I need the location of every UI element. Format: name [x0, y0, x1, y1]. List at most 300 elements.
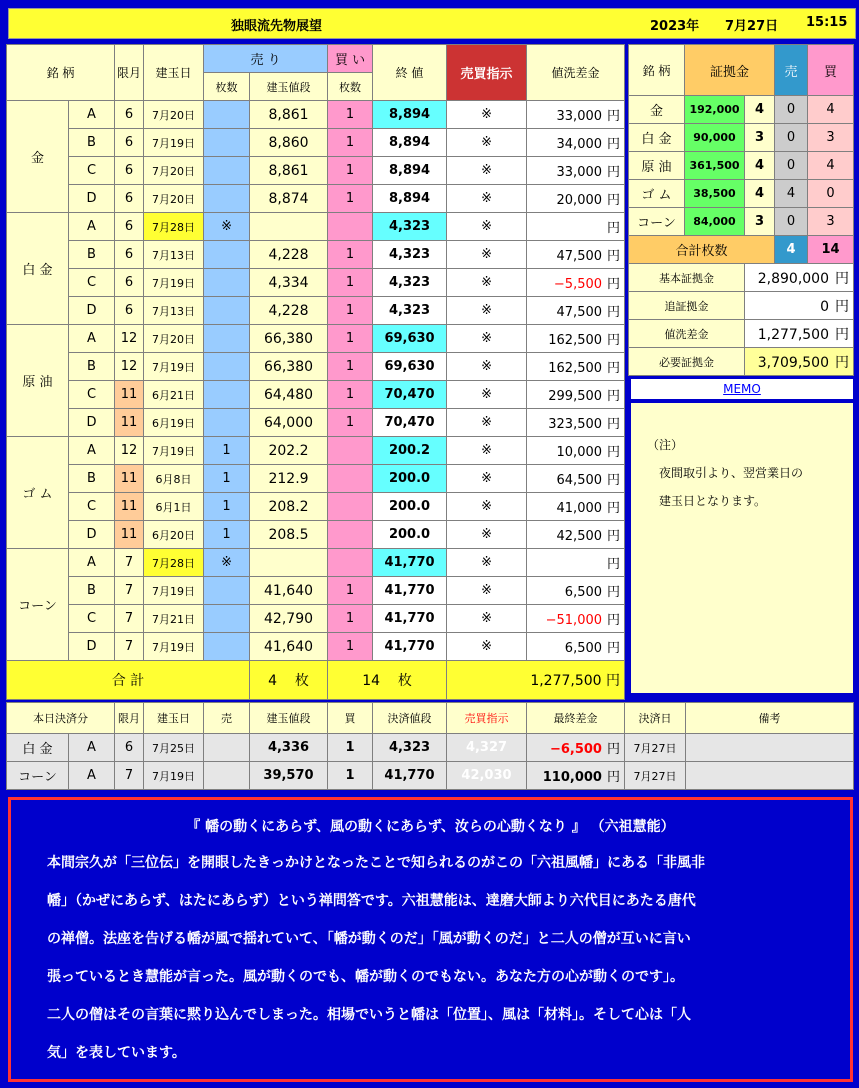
- entry-price: 42,790: [250, 605, 328, 633]
- entry-date: 7月20日: [144, 157, 204, 185]
- contract-sub: D: [69, 409, 115, 437]
- diff-unit: 円: [607, 361, 621, 376]
- settle-date: 7月25日: [144, 734, 204, 762]
- diff-cell: [527, 409, 625, 437]
- buy-count: 1: [328, 381, 373, 409]
- col-owarine: 終 値: [373, 45, 447, 101]
- margin-row: [629, 152, 854, 180]
- settle-close-date: 7月27日: [625, 734, 686, 762]
- sell-count: 1: [204, 465, 250, 493]
- diff-unit: 円: [607, 389, 621, 404]
- contract-month: 6: [115, 101, 144, 129]
- close-price: 4,323: [373, 241, 447, 269]
- memo-line-1: （注）: [647, 438, 684, 452]
- contract-sub: B: [69, 241, 115, 269]
- s-col-gengetsu: 限月: [115, 703, 144, 734]
- position-row: [7, 185, 625, 213]
- memo-line-2: 夜間取引より、翌営業日の: [659, 466, 804, 480]
- close-price: 4,323: [373, 269, 447, 297]
- entry-price: 8,861: [250, 157, 328, 185]
- entry-price: 208.2: [250, 493, 328, 521]
- summary-value-cell: [745, 292, 854, 320]
- close-price: 69,630: [373, 325, 447, 353]
- diff-unit: 円: [607, 221, 621, 236]
- diff-cell: [527, 241, 625, 269]
- memo-line-3: 建玉日となります。: [659, 494, 767, 508]
- position-row: [7, 297, 625, 325]
- margin-sell: 0: [775, 208, 808, 236]
- entry-price: 202.2: [250, 437, 328, 465]
- buy-count: 1: [328, 185, 373, 213]
- positions-panel: [6, 44, 624, 695]
- contract-month: 11: [115, 465, 144, 493]
- memo-header: [631, 379, 853, 399]
- buy-count: [328, 465, 373, 493]
- position-row: [7, 465, 625, 493]
- margin-row: [629, 208, 854, 236]
- summary-value: 0: [820, 298, 830, 315]
- trade-signal: ※: [447, 605, 527, 633]
- buy-count: 1: [328, 605, 373, 633]
- close-price: 41,770: [373, 577, 447, 605]
- col-tatenedan: 建玉値段: [250, 73, 328, 101]
- diff-unit: 円: [607, 277, 621, 292]
- quote-body: [47, 844, 850, 1072]
- diff-unit: 円: [607, 249, 621, 264]
- trade-signal: ※: [447, 185, 527, 213]
- position-row: [7, 157, 625, 185]
- settle-value: 4,323: [373, 734, 447, 762]
- diff-value: 41,000: [556, 501, 603, 516]
- margin-table: [628, 44, 854, 376]
- close-price: 8,894: [373, 185, 447, 213]
- entry-date: 7月21日: [144, 605, 204, 633]
- settlement-panel: [6, 702, 853, 790]
- quote-line: 張っているとき慧能が言った。風が動くのでも、幡が動くのでもない。あなた方の心が動くのです」。: [47, 969, 684, 985]
- margin-sell: 4: [775, 180, 808, 208]
- sell-count: [204, 577, 250, 605]
- settle-note: [686, 734, 854, 762]
- margin-row: [629, 96, 854, 124]
- contract-month: 6: [115, 157, 144, 185]
- time-label: 15:15: [806, 15, 848, 30]
- diff-value: 42,500: [556, 529, 603, 544]
- s-col-tatenedan: 建玉値段: [250, 703, 328, 734]
- diff-cell: [527, 297, 625, 325]
- margin-amount: 38,500: [685, 180, 745, 208]
- summary-row: [629, 348, 854, 376]
- contract-sub: B: [69, 577, 115, 605]
- m-col-meigara: 銘 柄: [629, 45, 685, 96]
- m-col-uri: 売: [775, 45, 808, 96]
- position-row: [7, 325, 625, 353]
- quote-line: 二人の僧はその言葉に黙り込んでしまった。相場でいうと幡は「位置」、風は「材料」。そして心は「人: [47, 1007, 691, 1023]
- margin-sell: 0: [775, 152, 808, 180]
- trade-signal: ※: [447, 381, 527, 409]
- memo-box: [631, 403, 853, 693]
- m-total-sell: 4: [775, 236, 808, 264]
- m-total-label: 合計枚数: [629, 236, 775, 264]
- sell-count: [204, 101, 250, 129]
- contract-month: 11: [115, 493, 144, 521]
- settle-month: 7: [115, 762, 144, 790]
- settle-sell: [204, 734, 250, 762]
- position-row: [7, 353, 625, 381]
- settle-diff-cell: [527, 734, 625, 762]
- close-price: 41,770: [373, 633, 447, 661]
- summary-unit: 円: [835, 270, 850, 287]
- entry-price: 8,874: [250, 185, 328, 213]
- trade-signal: ※: [447, 269, 527, 297]
- diff-cell: [527, 577, 625, 605]
- sell-count: [204, 297, 250, 325]
- close-price: 4,323: [373, 297, 447, 325]
- diff-unit: 円: [607, 529, 621, 544]
- settle-price: 39,570: [250, 762, 328, 790]
- trade-signal: ※: [447, 213, 527, 241]
- diff-value: −5,500: [553, 277, 603, 292]
- entry-price: 4,334: [250, 269, 328, 297]
- entry-date: 7月19日: [144, 577, 204, 605]
- buy-count: 1: [328, 409, 373, 437]
- position-row: [7, 633, 625, 661]
- contract-sub: A: [69, 213, 115, 241]
- summary-label: 追証拠金: [629, 292, 745, 320]
- buy-count: [328, 213, 373, 241]
- close-price: 8,894: [373, 157, 447, 185]
- entry-price: 8,860: [250, 129, 328, 157]
- diff-cell: [527, 185, 625, 213]
- trade-signal: ※: [447, 633, 527, 661]
- sell-count: 1: [204, 521, 250, 549]
- entry-price: 4,228: [250, 297, 328, 325]
- entry-price: 212.9: [250, 465, 328, 493]
- trade-signal: ※: [447, 521, 527, 549]
- margin-sell: 0: [775, 124, 808, 152]
- position-row: [7, 241, 625, 269]
- margin-row: [629, 180, 854, 208]
- title-bar: [8, 8, 856, 39]
- total-diff: 1,277,500 円: [447, 661, 625, 700]
- diff-value: 64,500: [556, 473, 603, 488]
- diff-cell: [527, 213, 625, 241]
- position-row: [7, 409, 625, 437]
- entry-date: 7月19日: [144, 633, 204, 661]
- entry-price: 64,000: [250, 409, 328, 437]
- entry-date: 6月21日: [144, 381, 204, 409]
- margin-commodity: 原 油: [629, 152, 685, 180]
- margin-commodity: ゴ ム: [629, 180, 685, 208]
- sell-count: [204, 241, 250, 269]
- close-price: 8,894: [373, 129, 447, 157]
- summary-value-cell: [745, 348, 854, 376]
- year-label: 2023年: [650, 19, 700, 34]
- settle-buy: 1: [328, 734, 373, 762]
- entry-date: 6月19日: [144, 409, 204, 437]
- close-price: 69,630: [373, 353, 447, 381]
- margin-count: 4: [745, 152, 775, 180]
- settle-sub: A: [69, 734, 115, 762]
- entry-date: 7月13日: [144, 241, 204, 269]
- margin-buy: 3: [808, 208, 854, 236]
- diff-cell: [527, 521, 625, 549]
- total-sell: 4 枚: [250, 661, 328, 700]
- entry-date: 7月20日: [144, 101, 204, 129]
- contract-sub: C: [69, 157, 115, 185]
- sell-count: [204, 129, 250, 157]
- entry-date: 7月19日: [144, 269, 204, 297]
- margin-commodity: 白 金: [629, 124, 685, 152]
- contract-month: 6: [115, 241, 144, 269]
- buy-count: 1: [328, 633, 373, 661]
- close-price: 41,770: [373, 549, 447, 577]
- contract-month: 7: [115, 605, 144, 633]
- contract-sub: D: [69, 185, 115, 213]
- settle-commodity: 白 金: [7, 734, 69, 762]
- entry-price: 41,640: [250, 633, 328, 661]
- contract-month: 12: [115, 353, 144, 381]
- trade-signal: ※: [447, 549, 527, 577]
- diff-unit: 円: [607, 473, 621, 488]
- settle-commodity: コーン: [7, 762, 69, 790]
- buy-count: 1: [328, 353, 373, 381]
- position-row: [7, 129, 625, 157]
- settle-price: 4,336: [250, 734, 328, 762]
- diff-unit: 円: [607, 137, 621, 152]
- margin-buy: 4: [808, 96, 854, 124]
- position-row: [7, 605, 625, 633]
- diff-value: 162,500: [548, 333, 603, 348]
- contract-month: 6: [115, 213, 144, 241]
- summary-value: 2,890,000: [757, 270, 830, 287]
- diff-value: 299,500: [548, 389, 603, 404]
- s-col-label: 本日決済分: [7, 703, 115, 734]
- entry-price: 41,640: [250, 577, 328, 605]
- col-kai: 買 い: [328, 45, 373, 73]
- entry-price: [250, 549, 328, 577]
- summary-row: [629, 292, 854, 320]
- col-gengetsu: 限月: [115, 45, 144, 101]
- sell-count: [204, 325, 250, 353]
- diff-cell: [527, 493, 625, 521]
- diff-unit: 円: [607, 641, 621, 656]
- diff-unit: 円: [607, 417, 621, 432]
- diff-unit: 円: [607, 613, 621, 628]
- entry-price: 4,228: [250, 241, 328, 269]
- trade-signal: ※: [447, 241, 527, 269]
- buy-count: 1: [328, 269, 373, 297]
- contract-month: 6: [115, 185, 144, 213]
- settle-note: [686, 762, 854, 790]
- diff-unit: 円: [607, 165, 621, 180]
- settle-diff-unit: 円: [606, 742, 620, 757]
- commodity-name: 白 金: [7, 213, 69, 325]
- diff-value: 34,000: [556, 137, 603, 152]
- position-row: [7, 549, 625, 577]
- position-row: [7, 437, 625, 465]
- entry-date: 7月20日: [144, 185, 204, 213]
- memo-link[interactable]: MEMO: [723, 382, 761, 396]
- contract-sub: B: [69, 129, 115, 157]
- entry-date: 7月19日: [144, 353, 204, 381]
- trade-signal: ※: [447, 465, 527, 493]
- diff-cell: [527, 381, 625, 409]
- sell-count: ※: [204, 549, 250, 577]
- entry-date: 7月20日: [144, 325, 204, 353]
- commodity-name: コーン: [7, 549, 69, 661]
- position-row: [7, 101, 625, 129]
- close-price: 200.0: [373, 465, 447, 493]
- contract-month: 7: [115, 549, 144, 577]
- total-buy: 14 枚: [328, 661, 447, 700]
- diff-value: 47,500: [556, 305, 603, 320]
- settle-sell: [204, 762, 250, 790]
- diff-cell: [527, 633, 625, 661]
- close-price: 70,470: [373, 381, 447, 409]
- diff-value: 323,500: [548, 417, 603, 432]
- entry-date: 6月8日: [144, 465, 204, 493]
- sell-count: [204, 605, 250, 633]
- summary-row: [629, 320, 854, 348]
- sell-count: [204, 185, 250, 213]
- summary-unit: 円: [835, 354, 850, 371]
- entry-price: 208.5: [250, 521, 328, 549]
- quote-box: [8, 797, 853, 1082]
- summary-label: 値洗差金: [629, 320, 745, 348]
- entry-date: 7月28日: [144, 549, 204, 577]
- s-col-kessaibi: 決済日: [625, 703, 686, 734]
- col-uri: 売 り: [204, 45, 328, 73]
- diff-cell: [527, 465, 625, 493]
- sell-count: [204, 633, 250, 661]
- contract-sub: C: [69, 493, 115, 521]
- m-col-shokokin: 証拠金: [685, 45, 775, 96]
- s-col-tateginbi: 建玉日: [144, 703, 204, 734]
- margin-buy: 0: [808, 180, 854, 208]
- col-meigara: 銘 柄: [7, 45, 115, 101]
- diff-cell: [527, 549, 625, 577]
- settle-month: 6: [115, 734, 144, 762]
- close-price: 8,894: [373, 101, 447, 129]
- settlement-row: [7, 734, 854, 762]
- sell-count: ※: [204, 213, 250, 241]
- s-col-baibai: 売買指示: [447, 703, 527, 734]
- buy-count: [328, 493, 373, 521]
- buy-count: 1: [328, 325, 373, 353]
- buy-count: 1: [328, 297, 373, 325]
- col-nearai: 値洗差金: [527, 45, 625, 101]
- positions-table: [6, 44, 625, 700]
- contract-sub: D: [69, 297, 115, 325]
- margin-row: [629, 124, 854, 152]
- trade-signal: ※: [447, 437, 527, 465]
- trade-signal: ※: [447, 409, 527, 437]
- contract-sub: D: [69, 521, 115, 549]
- buy-count: [328, 437, 373, 465]
- diff-value: 33,000: [556, 109, 603, 124]
- contract-sub: B: [69, 465, 115, 493]
- sell-count: [204, 409, 250, 437]
- settle-sub: A: [69, 762, 115, 790]
- margin-count: 3: [745, 208, 775, 236]
- position-row: [7, 213, 625, 241]
- quote-line: 幡」（かぜにあらず、はたにあらず）という禅問答です。六祖慧能は、達磨大師より六代目にあたる唐代: [47, 893, 696, 909]
- settle-diff: 110,000: [542, 770, 602, 785]
- position-row: [7, 269, 625, 297]
- close-price: 200.2: [373, 437, 447, 465]
- sell-count: [204, 157, 250, 185]
- diff-unit: 円: [607, 333, 621, 348]
- diff-value: 6,500: [564, 641, 603, 656]
- diff-unit: 円: [607, 445, 621, 460]
- contract-sub: C: [69, 381, 115, 409]
- contract-month: 11: [115, 521, 144, 549]
- summary-value: 3,709,500: [757, 354, 830, 371]
- summary-unit: 円: [835, 326, 850, 343]
- diff-cell: [527, 101, 625, 129]
- contract-month: 11: [115, 381, 144, 409]
- trade-signal: ※: [447, 325, 527, 353]
- contract-month: 7: [115, 577, 144, 605]
- diff-value: −51,000: [545, 613, 603, 628]
- settle-value: 41,770: [373, 762, 447, 790]
- buy-count: [328, 549, 373, 577]
- diff-unit: 円: [607, 501, 621, 516]
- contract-month: 12: [115, 325, 144, 353]
- position-row: [7, 381, 625, 409]
- contract-sub: A: [69, 549, 115, 577]
- entry-price: 64,480: [250, 381, 328, 409]
- entry-price: [250, 213, 328, 241]
- contract-sub: A: [69, 101, 115, 129]
- date-label: 7月27日: [725, 19, 779, 34]
- trade-signal: ※: [447, 577, 527, 605]
- close-price: 41,770: [373, 605, 447, 633]
- contract-sub: C: [69, 269, 115, 297]
- diff-value: 33,000: [556, 165, 603, 180]
- s-col-kessai: 決済値段: [373, 703, 447, 734]
- diff-cell: [527, 269, 625, 297]
- summary-label: 基本証拠金: [629, 264, 745, 292]
- contract-month: 6: [115, 129, 144, 157]
- margin-buy: 3: [808, 124, 854, 152]
- quote-line: 気」を表しています。: [47, 1045, 186, 1061]
- entry-date: 7月19日: [144, 437, 204, 465]
- col-sell-count: 枚数: [204, 73, 250, 101]
- trade-signal: ※: [447, 157, 527, 185]
- diff-value: 6,500: [564, 585, 603, 600]
- position-row: [7, 493, 625, 521]
- diff-cell: [527, 129, 625, 157]
- entry-date: 6月20日: [144, 521, 204, 549]
- margin-count: 4: [745, 96, 775, 124]
- m-total-buy: 14: [808, 236, 854, 264]
- summary-unit: 円: [835, 298, 850, 315]
- contract-sub: B: [69, 353, 115, 381]
- quote-line: 本間宗久が「三位伝」を開眼したきっかけとなったことで知られるのがこの「六祖風幡」にある「非風非: [47, 855, 705, 871]
- diff-value: 162,500: [548, 361, 603, 376]
- diff-cell: [527, 325, 625, 353]
- contract-month: 11: [115, 409, 144, 437]
- sell-count: 1: [204, 493, 250, 521]
- entry-price: 8,861: [250, 101, 328, 129]
- col-tateginbi: 建玉日: [144, 45, 204, 101]
- s-col-saishu: 最終差金: [527, 703, 625, 734]
- buy-count: 1: [328, 577, 373, 605]
- margin-amount: 361,500: [685, 152, 745, 180]
- s-col-biko: 備考: [686, 703, 854, 734]
- col-baibai: 売買指示: [447, 45, 527, 101]
